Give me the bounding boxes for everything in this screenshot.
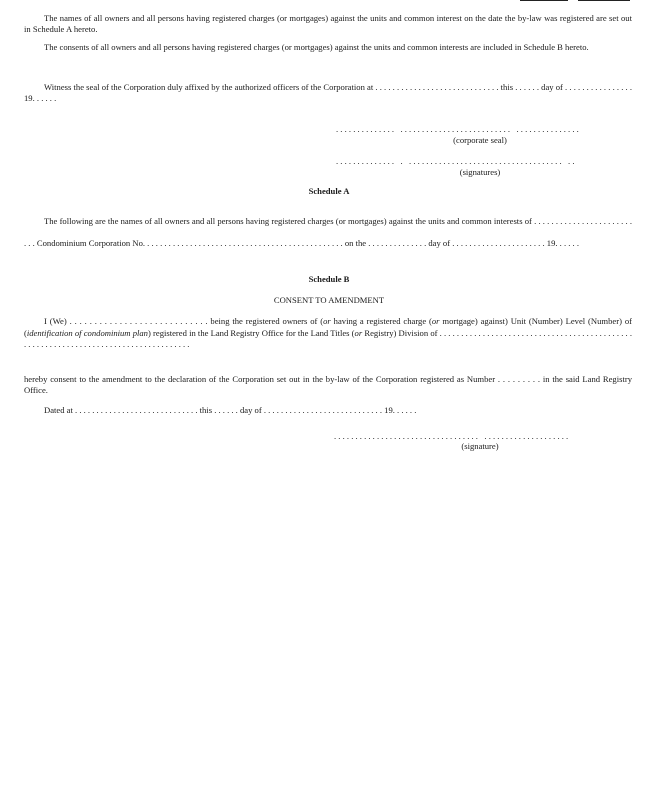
schedule-a-text: The following are the names of all owners and all persons having registered charges (or mortgages) against the units and common interests of . . . . . . . . . . . . . . . . . . . . . . . . . . Condominium Corporation No. . . . . . . . . . . . . . . . . . . . . . . . . . . . . . . . . . . . . . . . . . . . . . . on the . . . . . . . . . . . . . . day of . . . . . . . . . . . . . . . . . . . . . . 19. . . . . . [24, 216, 632, 248]
consent-or-3: or [354, 327, 363, 338]
consent-text-a: I (We) . . . . . . . . . . . . . . . . . . . . . . . . . . . . being the registered owners of ( [44, 316, 324, 326]
corporate-seal-caption: (corporate seal) [453, 135, 507, 145]
consent-text-e: Registry) Division of . . . . . . . . . . . . . . . . . . . . . . . . . . . . . . . . . . . . . . . . . . . . . . . . . . . . . . . . . . . . . . . . . . . . . . . . . . . . . . . . . . . . [24, 327, 632, 349]
consent-subheading: CONSENT TO AMENDMENT [273, 295, 385, 305]
consent-text-c: mortgage) against) Unit (Number) Level (Number) of ( [24, 316, 632, 338]
consent-identification: identification of condominium plan [26, 327, 148, 338]
signature-line: . . . . . . . . . . . . . . . . . . . . . . . . . . . . . . . . . . . . . . . . . . . . . . . . . . . . . . [334, 431, 569, 441]
consent-declaration: hereby consent to the amendment to the declaration of the Corporation set out in the by-law of the Corporation registered as Number . . . . . . . . . in the said Land Registry Office. [24, 374, 632, 395]
dated-line: Dated at . . . . . . . . . . . . . . . . . . . . . . . . . . . . . this . . . . . . day of . . . . . . . . . . . . . . . . . . . . . . . . . . . . 19. . . . . . [44, 405, 417, 415]
consent-or-1: or [323, 316, 331, 326]
consent-text-b: having a registered charge ( [330, 316, 432, 326]
signatures-caption: (signatures) [459, 167, 501, 177]
paragraph-schedule-a-reference: The names of all owners and all persons having registered charges (or mortgages) against the units and common interest on the date the by-law was registered are set out in Schedule A hereto. [24, 13, 632, 34]
top-rule-left [520, 0, 568, 1]
paragraph-witness-seal: Witness the seal of the Corporation duly affixed by the authorized officers of the Corporation at . . . . . . . . . . . . . . . . . . . . . . . . . . . . . this . . . . . . day of . . . . . . . . . . . . . . . . 19. . . . . . [24, 82, 632, 103]
corporate-seal-line: . . . . . . . . . . . . . . . . . . . . . . . . . . . . . . . . . . . . . . . . . . . . . . . . . . . . . . . [336, 124, 579, 134]
top-rule-right [578, 0, 630, 1]
schedule-a-heading: Schedule A [308, 186, 350, 196]
paragraph-schedule-b-reference: The consents of all owners and all persons having registered charges (or mortgages) against the units and common interests are included in Schedule B hereto. [44, 42, 589, 52]
schedule-b-heading: Schedule B [308, 274, 350, 284]
signature-caption: (signature) [461, 441, 499, 451]
consent-or-2: or [431, 316, 440, 326]
consent-paragraph [24, 316, 632, 351]
consent-text-d: ) registered in the Land Registry Office for the Land Titles ( [147, 327, 355, 338]
signatures-line: . . . . . . . . . . . . . . . . . . . . . . . . . . . . . . . . . . . . . . . . . . . . . . . . . . . . . [336, 156, 575, 166]
